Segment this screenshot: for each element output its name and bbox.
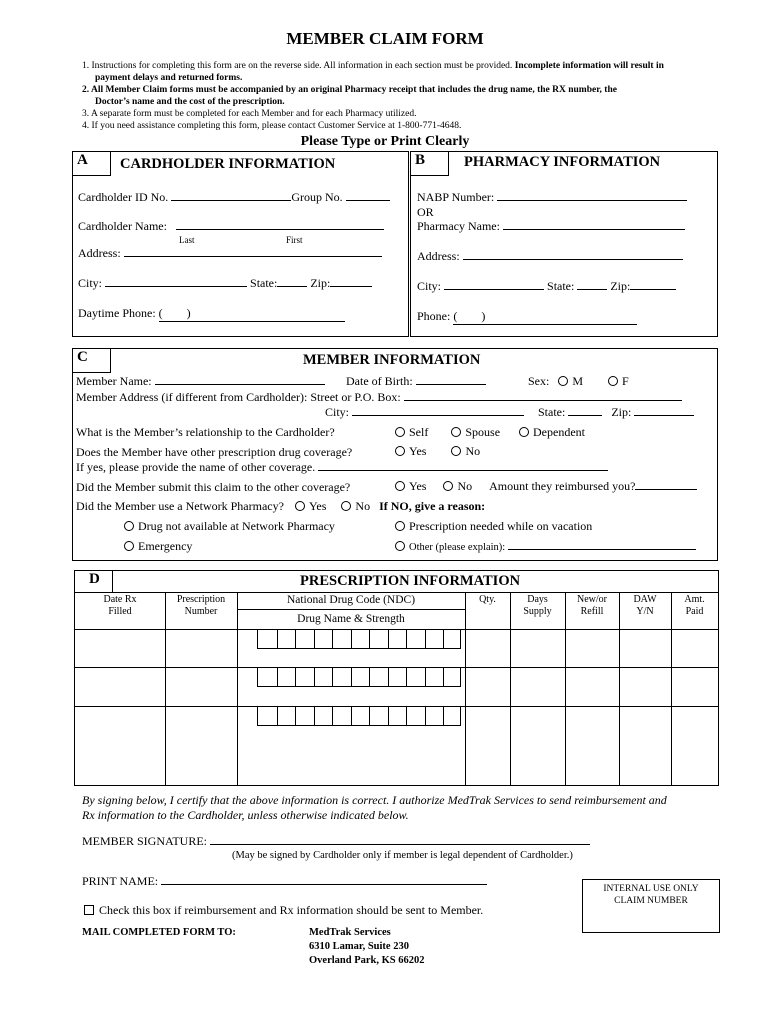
ndc-box-row[interactable]: [257, 630, 461, 649]
cardholder-phone-row: [78, 306, 345, 322]
other-coverage-yes-radio[interactable]: [395, 446, 405, 456]
member-address-row: [76, 390, 682, 405]
ndc-box-divider: [351, 707, 352, 726]
other-coverage-no-radio[interactable]: [451, 446, 461, 456]
header-date-line1: Date Rx: [103, 594, 137, 605]
reimbursed-label: Amount they reimbursed you?: [489, 479, 636, 493]
pharmacy-address-label: Address:: [417, 249, 460, 263]
ndc-box-divider: [443, 630, 444, 649]
reason-drug-not-available: [124, 519, 335, 534]
header-amt: [671, 594, 718, 618]
header-days: [510, 594, 565, 618]
reason-vacation-label: Prescription needed while on vacation: [409, 519, 593, 533]
section-b-title: PHARMACY INFORMATION: [464, 154, 661, 170]
cardholder-state-label: State:: [250, 276, 278, 290]
cardholder-zip-field[interactable]: [330, 276, 372, 287]
print-name-row: [82, 874, 487, 889]
cardholder-state-field[interactable]: [277, 276, 307, 287]
col-line-7: [671, 592, 672, 785]
header-ndc: National Drug Code (NDC): [286, 594, 416, 606]
print-name-field[interactable]: [161, 874, 487, 885]
ndc-box-divider: [388, 668, 389, 687]
instruction-1-cont: payment delays and returned forms.: [95, 73, 243, 83]
cardholder-name-label: Cardholder Name:: [78, 219, 167, 233]
cardholder-address-field[interactable]: [124, 246, 382, 257]
certify-line-2: Rx information to the Cardholder, unless otherwise indicated below.: [82, 808, 409, 822]
member-state-label: State:: [538, 405, 566, 419]
pharmacy-name-row: [417, 219, 685, 234]
other-coverage-name-field[interactable]: [318, 460, 608, 471]
instruction-1-text: 1. Instructions for completing this form are on the reverse side. All information in each section must be provided.: [82, 61, 513, 71]
member-city-row: [325, 405, 524, 420]
reason-drug-label: Drug not available at Network Pharmacy: [138, 519, 335, 533]
ndc-box-divider: [351, 668, 352, 687]
section-d-title: PRESCRIPTION INFORMATION: [300, 573, 521, 589]
cardholder-zip-label: Zip:: [310, 276, 331, 290]
ndc-box-divider: [388, 707, 389, 726]
submitted-yes-radio[interactable]: [395, 481, 405, 491]
reason-other-radio[interactable]: [395, 541, 405, 551]
instruction-3: 3. A separate form must be completed for each Member and for each Pharmacy utilized.: [82, 109, 417, 119]
instruction-1: [82, 61, 664, 71]
reason-vacation: [395, 519, 592, 534]
instruction-2-cont: Doctor’s name and the cost of the prescription.: [95, 97, 285, 107]
ndc-box-divider: [314, 707, 315, 726]
member-name-row: [76, 374, 325, 389]
first-label: First: [286, 235, 303, 245]
reason-vacation-radio[interactable]: [395, 521, 405, 531]
submitted-yes-label: Yes: [409, 479, 427, 493]
ndc-box-divider: [406, 630, 407, 649]
submitted-no-radio[interactable]: [443, 481, 453, 491]
mail-street: 6310 Lamar, Suite 230: [309, 941, 409, 952]
header-qty: Qty.: [479, 594, 496, 605]
header-drug: Drug Name & Strength: [297, 613, 405, 625]
other-coverage-question: Does the Member have other prescription drug coverage?: [76, 445, 353, 459]
reason-emergency-radio[interactable]: [124, 541, 134, 551]
signature-row: [82, 834, 590, 849]
cardholder-address-row: [78, 246, 382, 261]
phone-paren-close: ): [186, 306, 191, 320]
mail-name: MedTrak Services: [309, 927, 391, 938]
header-daw-line2: Y/N: [636, 606, 654, 617]
pharmacy-name-field[interactable]: [503, 219, 685, 230]
pharmacy-phone-paren-close: ): [481, 309, 486, 323]
header-date-line2: Filled: [108, 606, 132, 617]
cardholder-city-label: City:: [78, 276, 103, 290]
section-a-title: CARDHOLDER INFORMATION: [120, 156, 336, 172]
col-line-5: [565, 592, 566, 785]
sex-m-label: M: [572, 374, 584, 388]
ndc-box-divider: [351, 630, 352, 649]
dob-row: [346, 374, 486, 389]
relationship-spouse-radio[interactable]: [451, 427, 461, 437]
certify-line-1: By signing below, I certify that the above information is correct. I authorize MedTrak Services to send reimbursement and: [82, 793, 667, 807]
member-state-row: [538, 405, 694, 420]
nabp-field[interactable]: [497, 190, 687, 201]
network-row: [76, 499, 485, 514]
dob-label: Date of Birth:: [346, 374, 413, 388]
cardholder-id-field[interactable]: [171, 190, 291, 201]
reason-other-field[interactable]: [508, 539, 696, 550]
print-name-label: PRINT NAME:: [82, 874, 159, 888]
pharmacy-phone-paren-open: (: [453, 309, 458, 323]
header-rx: [165, 594, 237, 618]
ndc-box-divider: [406, 707, 407, 726]
section-d-letter: D: [75, 571, 113, 593]
pharmacy-zip-field[interactable]: [630, 279, 676, 290]
member-zip-field[interactable]: [634, 405, 694, 416]
form-subtitle: Please Type or Print Clearly: [300, 134, 470, 149]
pharmacy-address-field[interactable]: [463, 249, 683, 260]
network-yes-radio[interactable]: [295, 501, 305, 511]
other-coverage-options: [395, 444, 480, 459]
ndc-box-row[interactable]: [257, 668, 461, 687]
pharmacy-city-label: City:: [417, 279, 442, 293]
sex-m-radio[interactable]: [558, 376, 568, 386]
pharmacy-phone-row: [417, 309, 637, 325]
member-name-field[interactable]: [155, 374, 325, 385]
dob-field[interactable]: [416, 374, 486, 385]
ndc-box-divider: [295, 630, 296, 649]
pharmacy-state-label: State:: [547, 279, 575, 293]
signature-note: (May be signed by Cardholder only if member is legal dependent of Cardholder.): [232, 850, 573, 861]
network-no-radio[interactable]: [341, 501, 351, 511]
mail-label: MAIL COMPLETED FORM TO:: [82, 927, 236, 938]
reimbursed-field[interactable]: [635, 479, 697, 490]
member-zip-label: Zip:: [611, 405, 632, 419]
ndc-box-row[interactable]: [257, 707, 461, 726]
relationship-options: [395, 425, 585, 440]
member-city-field[interactable]: [352, 405, 524, 416]
pharmacy-zip-label: Zip:: [610, 279, 631, 293]
relationship-question: What is the Member’s relationship to the Cardholder?: [76, 425, 335, 439]
send-to-member-checkbox[interactable]: [84, 905, 94, 915]
ndc-box-divider: [425, 630, 426, 649]
header-new-line2: Refill: [580, 606, 604, 617]
relationship-self-radio[interactable]: [395, 427, 405, 437]
instruction-4: 4. If you need assistance completing this form, please contact Customer Service at 1-800-771-4648.: [82, 121, 462, 131]
cardholder-id-label: Cardholder ID No.: [78, 190, 169, 204]
relationship-dependent-label: Dependent: [533, 425, 585, 439]
network-no-label: No: [355, 499, 371, 513]
reason-drug-radio[interactable]: [124, 521, 134, 531]
ndc-box-divider: [295, 707, 296, 726]
cardholder-city-field[interactable]: [105, 276, 247, 287]
header-days-line2: Supply: [523, 606, 552, 617]
reason-other-label: Other (please explain):: [409, 542, 506, 553]
header-new-line1: New/or: [577, 594, 607, 605]
form-title: MEMBER CLAIM FORM: [286, 29, 484, 48]
pharmacy-city-row: [417, 279, 676, 294]
ndc-box-divider: [277, 668, 278, 687]
reason-other: [395, 539, 696, 553]
section-b-letter: B: [411, 152, 449, 176]
header-days-line1: Days: [527, 594, 548, 605]
ndc-box-divider: [388, 630, 389, 649]
ndc-box-divider: [332, 630, 333, 649]
header-daw: [619, 594, 671, 618]
member-name-label: Member Name:: [76, 374, 152, 388]
col-line-6: [619, 592, 620, 785]
ndc-box-divider: [314, 630, 315, 649]
cardholder-name-row: [78, 219, 384, 234]
section-c-letter: C: [73, 349, 111, 373]
cardholder-address-label: Address:: [78, 246, 121, 260]
signature-label: MEMBER SIGNATURE:: [82, 834, 208, 848]
or-label: OR: [417, 205, 434, 219]
ndc-box-divider: [443, 668, 444, 687]
instruction-1-bold: Incomplete information will result in: [514, 61, 664, 71]
header-amt-line1: Amt.: [684, 594, 705, 605]
ndc-box-divider: [332, 668, 333, 687]
cardholder-city-row: [78, 276, 372, 291]
submitted-options: [395, 479, 697, 494]
nabp-row: [417, 190, 687, 205]
member-city-label: City:: [325, 405, 350, 419]
sex-row: [528, 374, 629, 389]
submitted-no-label: No: [457, 479, 473, 493]
sex-label: Sex:: [528, 374, 550, 388]
pharmacy-phone-label: Phone:: [417, 309, 451, 323]
ndc-drug-divider: [237, 609, 465, 610]
ndc-box-divider: [425, 707, 426, 726]
relationship-spouse-label: Spouse: [465, 425, 501, 439]
internal-use-label: INTERNAL USE ONLY: [603, 884, 699, 894]
header-date: [75, 594, 165, 618]
if-no-label: If NO, give a reason:: [379, 499, 486, 513]
network-question: Did the Member use a Network Pharmacy?: [76, 499, 284, 513]
reason-emergency-label: Emergency: [138, 539, 193, 553]
ndc-box-divider: [369, 707, 370, 726]
pharmacy-name-label: Pharmacy Name:: [417, 219, 500, 233]
section-a-letter: A: [73, 152, 111, 176]
col-line-3: [465, 592, 466, 785]
other-coverage-name-label: If yes, please provide the name of other coverage.: [76, 460, 316, 474]
network-yes-label: Yes: [308, 499, 327, 513]
relationship-self-label: Self: [409, 425, 429, 439]
reason-emergency: [124, 539, 192, 554]
ndc-box-divider: [425, 668, 426, 687]
pharmacy-city-field[interactable]: [444, 279, 544, 290]
pharmacy-phone-field[interactable]: [453, 309, 637, 325]
ndc-box-divider: [443, 707, 444, 726]
phone-paren-open: (: [158, 306, 163, 320]
ndc-box-divider: [406, 668, 407, 687]
ndc-box-divider: [314, 668, 315, 687]
cardholder-phone-label: Daytime Phone:: [78, 306, 156, 320]
member-state-field[interactable]: [568, 405, 602, 416]
send-to-member-label: Check this box if reimbursement and Rx information should be sent to Member.: [99, 903, 484, 917]
header-daw-line1: DAW: [633, 594, 657, 605]
ndc-box-divider: [369, 630, 370, 649]
header-new: [565, 594, 619, 618]
submitted-question: Did the Member submit this claim to the other coverage?: [76, 480, 351, 494]
ndc-box-divider: [295, 668, 296, 687]
pharmacy-address-row: [417, 249, 683, 264]
pharmacy-state-field[interactable]: [577, 279, 607, 290]
ndc-box-divider: [277, 707, 278, 726]
header-amt-line2: Paid: [685, 606, 704, 617]
other-coverage-name-row: [76, 460, 608, 475]
instruction-2: 2. All Member Claim forms must be accompanied by an original Pharmacy receipt that includes the drug name, the RX number, the: [82, 85, 617, 95]
send-to-member-row: [84, 903, 483, 918]
other-coverage-yes-label: Yes: [409, 444, 427, 458]
group-no-label: Group No.: [291, 190, 343, 204]
claim-number-label: CLAIM NUMBER: [614, 896, 688, 906]
relationship-dependent-radio[interactable]: [519, 427, 529, 437]
last-label: Last: [179, 235, 195, 245]
signature-field[interactable]: [210, 834, 590, 845]
cardholder-name-field[interactable]: [176, 219, 384, 230]
ndc-box-divider: [277, 630, 278, 649]
section-d-title-rule: [113, 592, 718, 593]
group-no-field[interactable]: [346, 190, 390, 201]
col-line-4: [510, 592, 511, 785]
ndc-box-divider: [369, 668, 370, 687]
header-rx-line1: Prescription: [176, 594, 226, 605]
cardholder-id-row: [78, 190, 390, 205]
sex-f-label: F: [622, 374, 629, 388]
header-rx-line2: Number: [184, 606, 218, 617]
other-coverage-no-label: No: [465, 444, 481, 458]
section-c-title: MEMBER INFORMATION: [303, 352, 481, 368]
member-address-label: Member Address (if different from Cardholder): Street or P.O. Box:: [76, 390, 401, 404]
member-address-field[interactable]: [404, 390, 682, 401]
cardholder-phone-field[interactable]: [159, 306, 345, 322]
mail-city: Overland Park, KS 66202: [309, 955, 425, 966]
col-line-1: [165, 592, 166, 785]
ndc-box-divider: [332, 707, 333, 726]
sex-f-radio[interactable]: [608, 376, 618, 386]
nabp-label: NABP Number:: [417, 190, 495, 204]
